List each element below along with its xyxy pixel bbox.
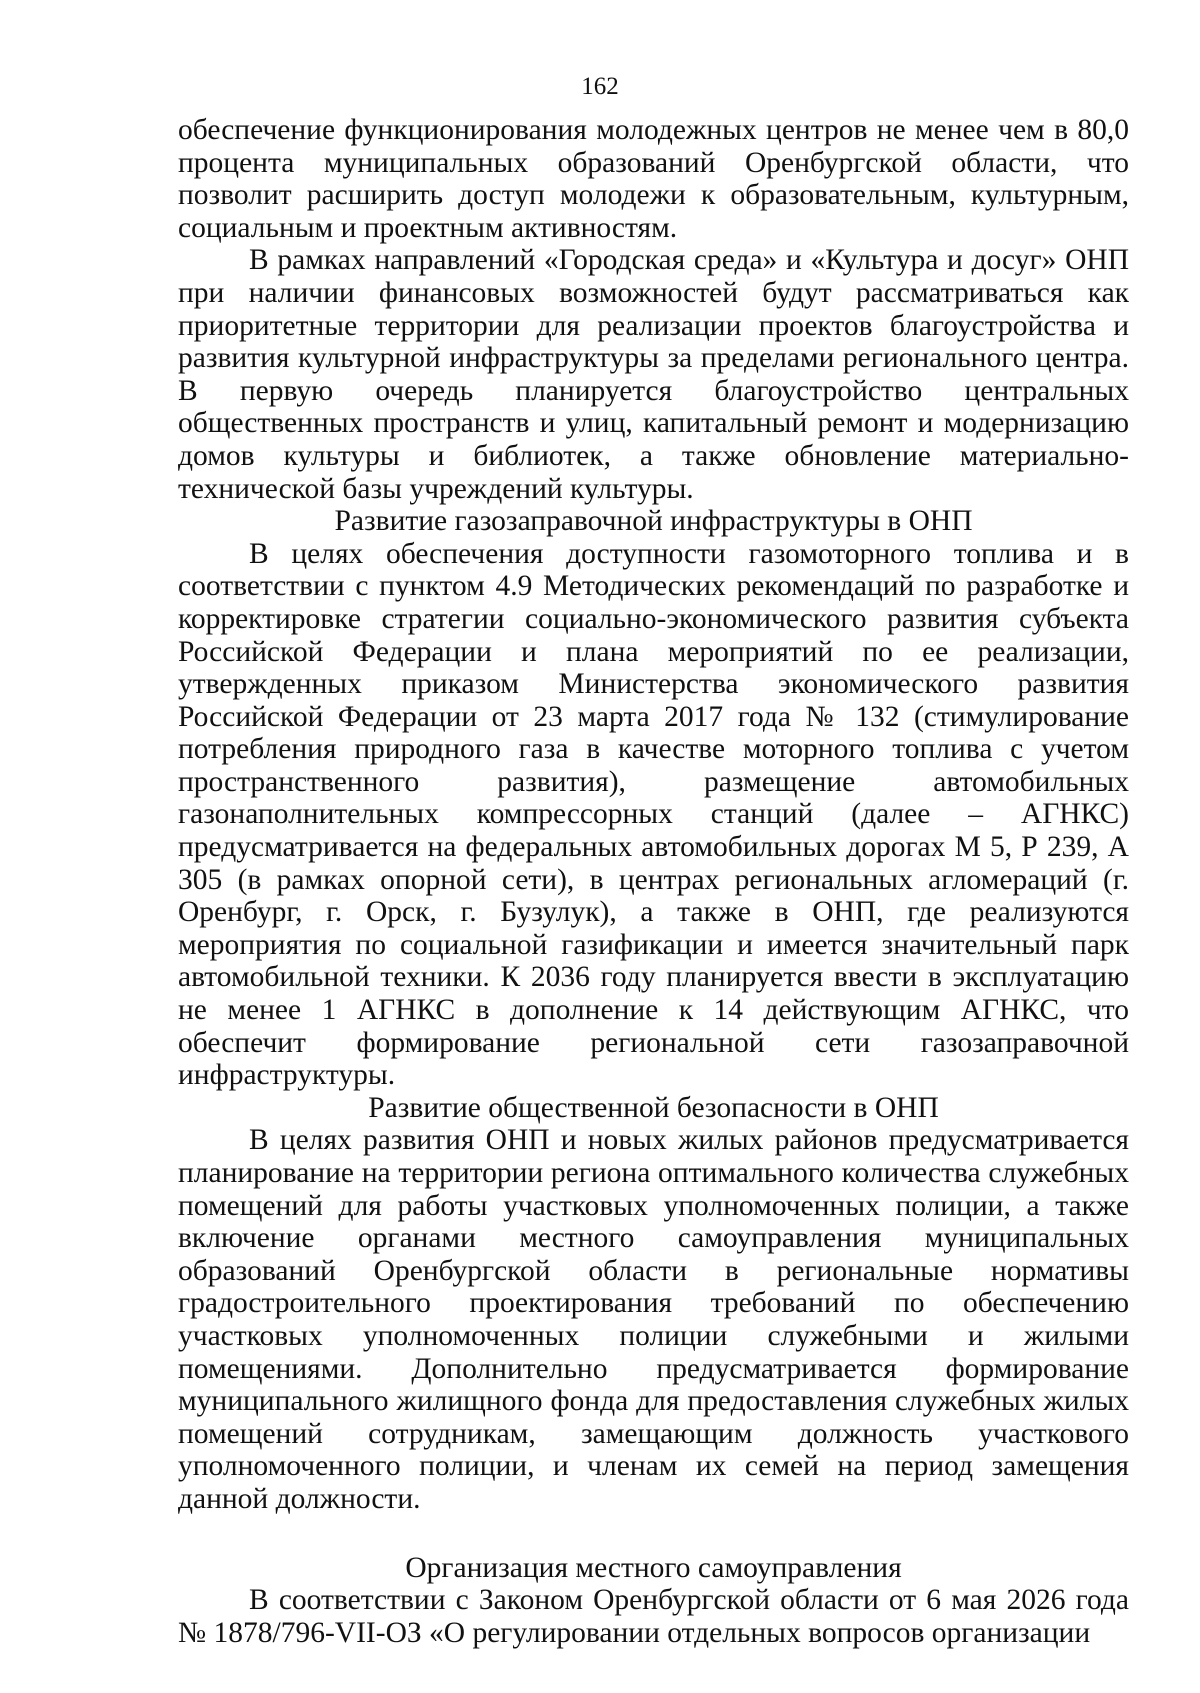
heading-gas-infrastructure: Развитие газозаправочной инфраструктуры в ОНП (334, 505, 973, 538)
document-body (178, 114, 1129, 1649)
heading-local-government: Организация местного самоуправления (405, 1551, 902, 1584)
paragraph-local-government: В соответствии с Законом Оренбургской области от 6 мая 2026 года № 1878/796-VII-ОЗ «О регулировании отдельных вопросов организации (178, 1584, 1129, 1649)
paragraph-youth-centers: обеспечение функционирования молодежных центров не менее чем в 80,0 процента муниципальных образований Оренбургской области, что позволит расширить доступ молодежи к образовательным, культурным, социальным и проектным активностям. (178, 114, 1129, 244)
paragraph-gas-infrastructure: В целях обеспечения доступности газомоторного топлива и в соответствии с пунктом 4.9 Методических рекомендаций по разработке и корректировке стратегии социально-экономического развития субъекта Российской Федерации и плана мероприятий по ее реализации, утвержденных приказом Министерства экономического развития Российской Федерации от 23 марта 2017 года № 132 (стимулирование потребления природного газа в качестве моторного топлива с учетом пространственного развития), размещение автомобильных газонаполнительных компрессорных станций (далее – АГНКС) предусматривается на федеральных автомобильных дорогах М 5, Р 239, А 305 (в рамках опорной сети), в центрах региональных агломераций (г. Оренбург, г. Орск, г. Бузулук), а также в ОНП, где реализуются мероприятия по социальной газификации и имеется значительный парк автомобильной техники. К 2036 году планируется ввести в эксплуатацию не менее 1 АГНКС в дополнение к 14 действующим АГНКС, что обеспечит формирование региональной сети газозаправочной инфраструктуры. (178, 537, 1129, 1092)
section-gap (178, 1516, 1129, 1552)
paragraph-public-safety: В целях развития ОНП и новых жилых районов предусматривается планирование на территории региона оптимального количества служебных помещений для работы участковых уполномоченных полиции, а также включение органами местного самоуправления муниципальных образований Оренбургской области в региональные нормативы градостроительного проектирования требований по обеспечению участковых уполномоченных полиции служебными и жилыми помещениями. Дополнительно предусматривается формирование муниципального жилищного фонда для предоставления служебных жилых помещений сотрудникам, замещающим должность участкового уполномоченного полиции, и членам их семей на период замещения данной должности. (178, 1124, 1129, 1515)
paragraph-urban-environment: В рамках направлений «Городская среда» и «Культура и досуг» ОНП при наличии финансовых возможностей будут рассматриваться как приоритетные территории для реализации проектов благоустройства и развития культурной инфраструктуры за пределами регионального центра. В первую очередь планируется благоустройство центральных общественных пространств и улиц, капитальный ремонт и модернизацию домов культуры и библиотек, а также обновление материально-технической базы учреждений культуры. (178, 244, 1129, 505)
page-number: 162 (581, 73, 619, 100)
heading-public-safety: Развитие общественной безопасности в ОНП (368, 1091, 939, 1124)
